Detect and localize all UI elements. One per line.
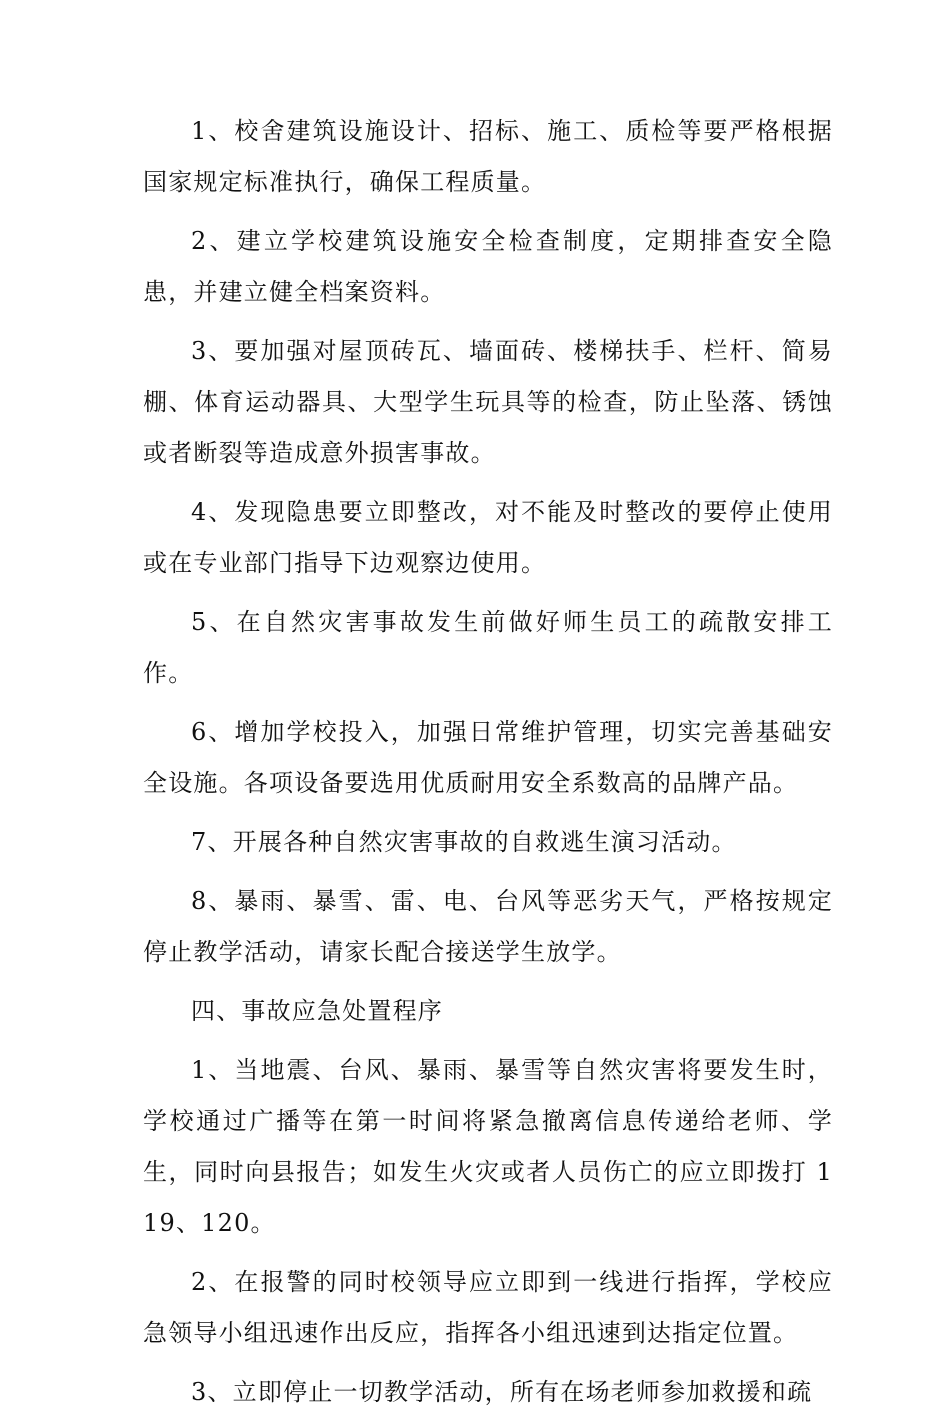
paragraph-4: 4、发现隐患要立即整改，对不能及时整改的要停止使用或在专业部门指导下边观察边使用。 — [143, 498, 833, 577]
paragraph-3: 3、要加强对屋顶砖瓦、墙面砖、楼梯扶手、栏杆、简易棚、体育运动器具、大型学生玩具等的检查，防止坠落、锈蚀或者断裂等造成意外损害事故。 — [143, 337, 833, 467]
procedure-paragraph-3: 3、立即停止一切教学活动，所有在场老师参加救援和疏 — [191, 1378, 813, 1406]
paragraph-6: 6、增加学校投入，加强日常维护管理，切实完善基础安全设施。各项设备要选用优质耐用安全系数高的品牌产品。 — [143, 718, 833, 797]
section-heading-4: 四、事故应急处置程序 — [191, 997, 443, 1025]
paragraph-1: 1、校舍建筑设施设计、招标、施工、质检等要严格根据国家规定标准执行，确保工程质量。 — [143, 117, 833, 196]
paragraph-5: 5、在自然灾害事故发生前做好师生员工的疏散安排工作。 — [143, 608, 833, 687]
procedure-paragraph-1: 1、当地震、台风、暴雨、暴雪等自然灾害将要发生时，学校通过广播等在第一时间将紧急撤离信息传递给老师、学生，同时向县报告；如发生火灾或者人员伤亡的应立即拨打 119、120。 — [143, 1056, 833, 1237]
paragraph-2: 2、建立学校建筑设施安全检查制度，定期排查安全隐患，并建立健全档案资料。 — [143, 227, 833, 306]
procedure-paragraph-2: 2、在报警的同时校领导应立即到一线进行指挥，学校应急领导小组迅速作出反应，指挥各小组迅速到达指定位置。 — [143, 1268, 833, 1347]
paragraph-7: 7、开展各种自然灾害事故的自救逃生演习活动。 — [191, 828, 737, 856]
document-body — [143, 106, 833, 1418]
paragraph-8: 8、暴雨、暴雪、雷、电、台风等恶劣天气，严格按规定停止教学活动，请家长配合接送学生放学。 — [143, 887, 833, 966]
